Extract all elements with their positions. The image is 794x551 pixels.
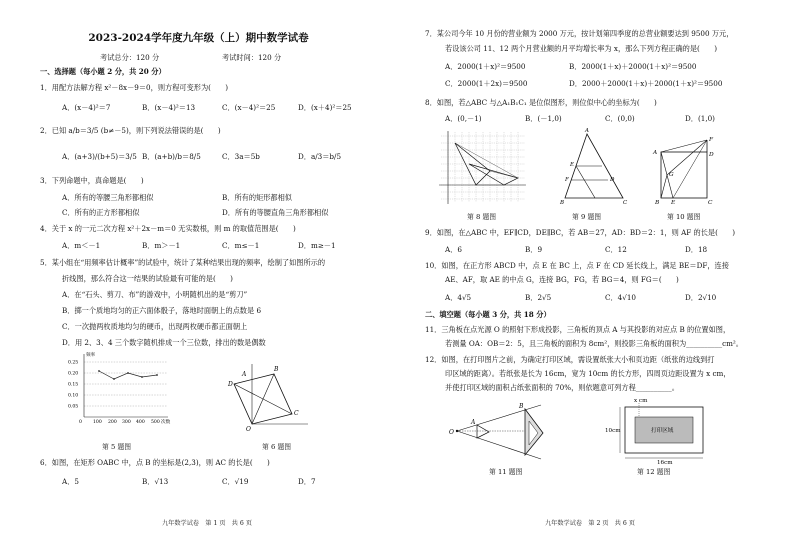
point-label: E <box>671 200 676 206</box>
paper-width-label: 16cm <box>657 460 673 466</box>
freq-point <box>113 378 115 380</box>
page-right <box>397 0 794 551</box>
question-3-option-a: A．所有的等腰三角形都相似 <box>62 193 154 202</box>
question-1-option-c: C．(x－4)²＝25 <box>222 103 276 112</box>
figure-8-caption: 第 8 题图 <box>467 213 497 221</box>
point-label: C <box>708 200 713 206</box>
total-score: 考试总分：120 分 <box>100 53 160 62</box>
point-label: A <box>653 150 658 156</box>
question-4-stem: 4．关于 x 的一元二次方程 x²＋2x－m＝0 无实数根，则 m 的取值范围是( ) <box>40 224 296 233</box>
question-9-stem: 9．如图，在△ABC 中，EF∥CD，DE∥BC，若 AB＝27，AD：BD＝2：1，则 AF 的长是( ) <box>425 228 736 237</box>
figure-8-grid <box>437 130 527 205</box>
question-4-option-c: C．m≤－1 <box>222 241 260 250</box>
question-8-option-a: A．(0,－1) <box>445 114 482 123</box>
question-7-option-b: B．2000(1＋x)＋2000(1＋x)²＝9500 <box>569 62 697 71</box>
question-10-option-d: D．2√10 <box>685 293 717 302</box>
point-label: A <box>585 128 589 134</box>
margin-label: x cm <box>634 398 648 404</box>
question-2-option-a: A．(a+3)/(b+5)＝3/5 <box>62 152 137 161</box>
point-label: A <box>242 371 247 378</box>
question-6-option-a: A．5 <box>62 477 79 486</box>
question-2-stem: 2．已知 a/b＝3/5 (b≠－5)，则下列说法错误的是( ) <box>40 126 221 135</box>
exam-time: 考试时间：120 分 <box>222 53 282 62</box>
point-label: B <box>655 200 660 206</box>
question-6-stem: 6．如图，在矩形 OABC 中，点 B 的坐标是(2,3)，则 AC 的长是( ) <box>40 458 270 467</box>
origin-label: 0 <box>79 420 82 425</box>
question-3-option-d: D．所有的等腰直角三角形都相似 <box>222 208 329 217</box>
freq-point <box>141 376 143 378</box>
question-3-option-b: B．所有的矩形都相似 <box>222 193 292 202</box>
x-tick: 100 <box>93 420 102 425</box>
point-label: F <box>565 177 569 183</box>
point-label: O <box>449 429 454 436</box>
question-8-option-b: B．(－1,0) <box>525 114 562 123</box>
question-7-stem-line1: 7．某公司今年 10 月份的营业额为 2000 万元，按计划第四季度的总营业额要达到 9500 万元， <box>425 29 734 38</box>
y-tick: 0.25 <box>68 360 79 366</box>
question-7-option-d: D．2000＋2000(1＋x)＋2000(1＋x)²＝9500 <box>569 79 723 88</box>
question-5-option-b: B．掷一个质地均匀的正六面体骰子，落地时面朝上的点数是 6 <box>62 306 262 315</box>
point-label: A <box>471 419 476 426</box>
freq-point <box>156 374 158 376</box>
question-3-option-c: C．所有的正方形都相似 <box>62 208 140 217</box>
question-6-option-c: C．√19 <box>222 477 249 486</box>
question-6-option-d: D．7 <box>298 477 316 486</box>
x-tick: 200 <box>108 420 117 425</box>
question-6-option-b: B．√13 <box>142 477 169 486</box>
freq-point <box>127 372 129 374</box>
figure-11-caption: 第 11 题图 <box>489 468 523 476</box>
point-label: B <box>274 366 279 373</box>
question-1-stem: 1．用配方法解方程 x²－8x－9＝0，则方程可变形为( ) <box>40 83 229 92</box>
question-10-option-a: A．4√5 <box>445 293 472 302</box>
question-8-option-c: C．(0,0) <box>605 114 635 123</box>
question-2-option-c: C．3a＝5b <box>222 152 260 161</box>
print-area-label: 打印区域 <box>651 428 674 434</box>
figure-12-caption: 第 12 题图 <box>637 468 671 476</box>
y-tick: 0.15 <box>68 382 79 388</box>
question-12-stem-line1: 12．如图，在打印图片之前，为确定打印区域，需设置纸张大小和页边距（纸张的边线到打 <box>425 355 715 364</box>
point-label: C <box>623 200 628 206</box>
question-1-option-b: B．(x－4)²＝13 <box>142 103 196 112</box>
figure-12-print-area <box>605 397 711 466</box>
y-tick: 0.20 <box>68 371 79 377</box>
question-2-option-d: D．a/3＝b/5 <box>298 152 342 161</box>
question-12-stem-line2: 印区域的距离）。若纸张是长为 16cm，宽为 10cm 的长方形，四周页边距设置为 x cm， <box>445 369 731 378</box>
question-4-option-d: D．m≥－1 <box>298 241 336 250</box>
figure-10-square <box>649 134 721 206</box>
question-7-stem-line2: 若设该公司 11、12 两个月营业额的月平均增长率为 x，那么下列方程正确的是( ) <box>445 44 717 53</box>
point-label: B <box>560 200 565 206</box>
question-5-option-c: C．一次抛两枚质地均匀的硬币，出现两枚硬币都正面朝上 <box>62 322 248 331</box>
question-11-stem-line1: 11．三角板在点光源 O 的照射下形成投影，三角板的顶点 A 与其投影的对应点 B 的位置如图， <box>425 325 731 334</box>
question-9-option-c: C．12 <box>605 245 627 254</box>
question-8-option-d: D．(1,0) <box>685 114 715 123</box>
question-7-option-a: A．2000(1＋x)²＝9500 <box>445 62 526 71</box>
question-3-stem: 3．下列命题中，真命题是( ) <box>40 176 144 185</box>
question-9-option-b: B．9 <box>525 245 543 254</box>
footer-page-1: 九年数学试卷 第 1 页 共 6 页 <box>162 520 252 527</box>
section-choice-heading: 一、选择题（每小题 2 分，共 20 分） <box>40 67 166 76</box>
paper-height-label: 10cm <box>605 428 621 434</box>
point-label: B <box>519 403 524 410</box>
point-label: D <box>610 177 615 183</box>
figure-9-caption: 第 9 题图 <box>572 213 602 221</box>
y-tick: 0.10 <box>68 393 79 399</box>
point-label: O <box>246 426 251 433</box>
question-11-stem-line2: 若测量 OA：OB＝2：5，且三角板的面积为 8cm²，则投影三角板的面积为__________cm²。 <box>445 339 743 348</box>
question-5-stem-line1: 5．某小组在“用频率估计概率”的试验中，统计了某种结果出现的频率，绘制了如图所示的 <box>40 258 326 267</box>
section-fill-heading: 二、填空题（每小题 3 分，共 18 分） <box>425 310 551 319</box>
question-9-option-a: A．6 <box>445 245 462 254</box>
question-12-stem-line3: 并使打印区域的面积占纸张面积的 70%，则依题意可列方程__________。 <box>445 383 679 392</box>
question-7-option-c: C．2000(1＋2x)＝9500 <box>445 79 528 88</box>
point-label: G <box>669 172 674 178</box>
freq-point <box>98 370 100 372</box>
x-tick: 300 <box>122 420 131 425</box>
figure-5-frequency-chart <box>62 352 172 432</box>
y-tick: 0.05 <box>68 404 79 410</box>
question-4-option-a: A．m＜－1 <box>62 241 101 250</box>
question-5-stem-line2: 折线图，那么符合这一结果的试验最有可能的是( ) <box>62 274 233 283</box>
point-label: E <box>570 162 575 168</box>
question-10-option-c: C．4√10 <box>605 293 636 302</box>
question-5-option-a: A．在“石头、剪刀、布”的游戏中，小明随机出的是“剪刀” <box>62 290 248 299</box>
x-axis-unit: 次数 <box>161 420 171 425</box>
figure-11-projection <box>449 403 549 461</box>
point-label: C <box>294 410 299 417</box>
question-4-option-b: B．m＞－1 <box>142 241 181 250</box>
figure-5-caption: 第 5 题图 <box>102 443 132 451</box>
footer-page-2: 九年数学试卷 第 2 页 共 6 页 <box>545 520 635 527</box>
figure-6-rectangle <box>228 360 312 433</box>
question-10-stem-line1: 10．如图，在正方形 ABCD 中，点 E 在 BC 上，点 F 在 CD 延长线上，满足 BE＝DF，连接 <box>425 261 729 270</box>
question-1-option-a: A．(x－4)²＝7 <box>62 103 111 112</box>
question-2-option-b: B．(a+b)/b＝8/5 <box>142 152 201 161</box>
y-axis-label: 频率 <box>86 353 96 358</box>
question-5-option-d: D．用 2、3、4 三个数字随机排成一个三位数，排出的数是偶数 <box>62 338 266 347</box>
question-9-option-d: D．18 <box>685 245 708 254</box>
point-label: D <box>228 381 233 388</box>
figure-6-caption: 第 6 题图 <box>262 443 292 451</box>
exam-title: 2023-2024学年度九年级（上）期中数学试卷 <box>88 32 309 44</box>
figure-9-triangle <box>557 128 629 206</box>
x-tick: 500 <box>151 420 160 425</box>
question-10-option-b: B．2√5 <box>525 293 552 302</box>
x-tick: 400 <box>136 420 145 425</box>
figure-10-caption: 第 10 题图 <box>667 213 701 221</box>
point-label: D <box>709 152 714 158</box>
question-1-option-d: D．(x＋4)²＝25 <box>298 103 352 112</box>
question-10-stem-line2: AE、AF，取 AE 的中点 G，连接 BG，FG，若 BG＝4，则 FG＝( ) <box>445 275 679 284</box>
point-label: F <box>709 137 714 143</box>
question-8-stem: 8．如图，若△ABC 与△A₁B₁C₁ 是位似图形，则位似中心的坐标为( ) <box>425 98 657 107</box>
